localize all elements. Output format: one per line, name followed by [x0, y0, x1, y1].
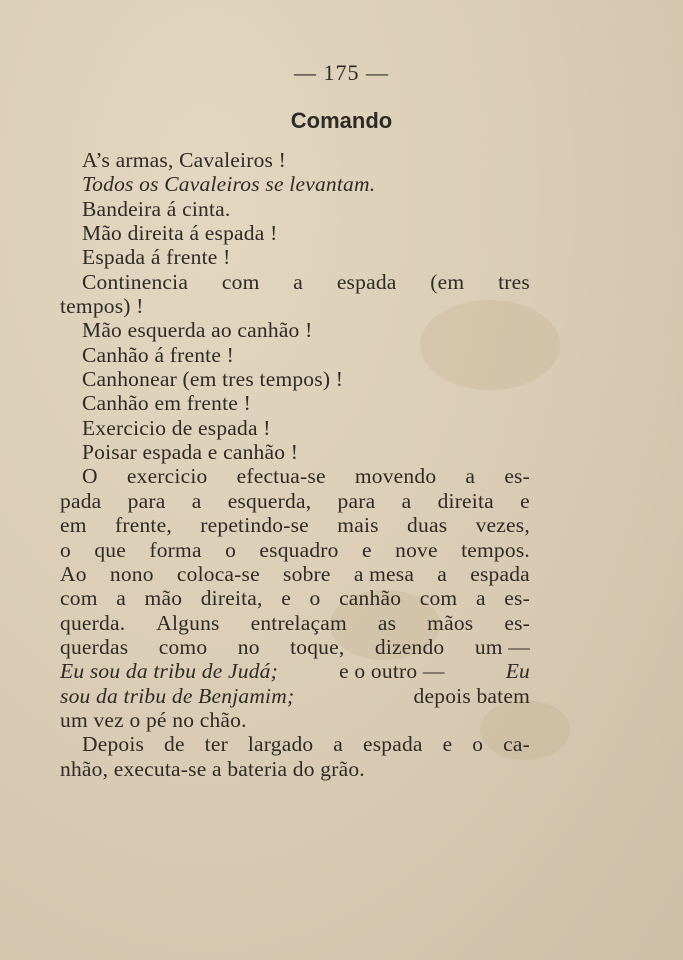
paragraph-line: nhão, executa-se a bateria do grão. [60, 756, 365, 781]
paragraph-line: Depois de ter largado a espada e o ca- [82, 732, 530, 757]
paragraph-line: querda. Alguns entrelaçam as mãos es- [60, 610, 530, 635]
paragraph-line: pada para a esquerda, para a direita e [60, 488, 530, 513]
command-line: Exercicio de espada ! [82, 415, 271, 440]
paragraph-line: com a mão direita, e o canhão com a es- [60, 586, 530, 611]
command-line: Mão direita á espada ! [82, 221, 278, 246]
paragraph-line: Ao nono coloca-se sobre a mesa a espada [60, 561, 530, 586]
command-line: Poisar espada e canhão ! [82, 440, 299, 465]
page-body [60, 148, 530, 781]
paragraph-line: Eu sou da tribu de Judá; e o outro — Eu [60, 659, 530, 684]
stage-direction: Todos os Cavaleiros se levantam. [82, 172, 376, 197]
paragraph-line: O exercicio efectua-se movendo a es- [82, 464, 530, 489]
page-number: — 175 — [294, 60, 389, 85]
paragraph-line: sou da tribu de Benjamim; depois batem [60, 683, 530, 708]
paragraph-line: querdas como no toque, dizendo um — [60, 634, 530, 659]
paragraph-line: um vez o pé no chão. [60, 707, 247, 732]
command-line: Canhonear (em tres tempos) ! [82, 367, 344, 392]
command-line: Espada á frente ! [82, 245, 231, 270]
section-heading: Comando [290, 108, 393, 133]
command-line: Canhão em frente ! [82, 391, 251, 416]
command-continuation: tempos) ! [60, 294, 144, 319]
command-line: Bandeira á cinta. [82, 196, 231, 221]
paragraph-line: em frente, repetindo-se mais duas vezes, [60, 513, 530, 538]
command-line-justified: Continencia com a espada (em tres [82, 269, 530, 294]
command-line: Mão esquerda ao canhão ! [82, 318, 313, 343]
paragraph-line: o que forma o esquadro e nove tempos. [60, 537, 530, 562]
command-line: A’s armas, Cavaleiros ! [82, 148, 287, 172]
command-line: Canhão á frente ! [82, 342, 235, 367]
